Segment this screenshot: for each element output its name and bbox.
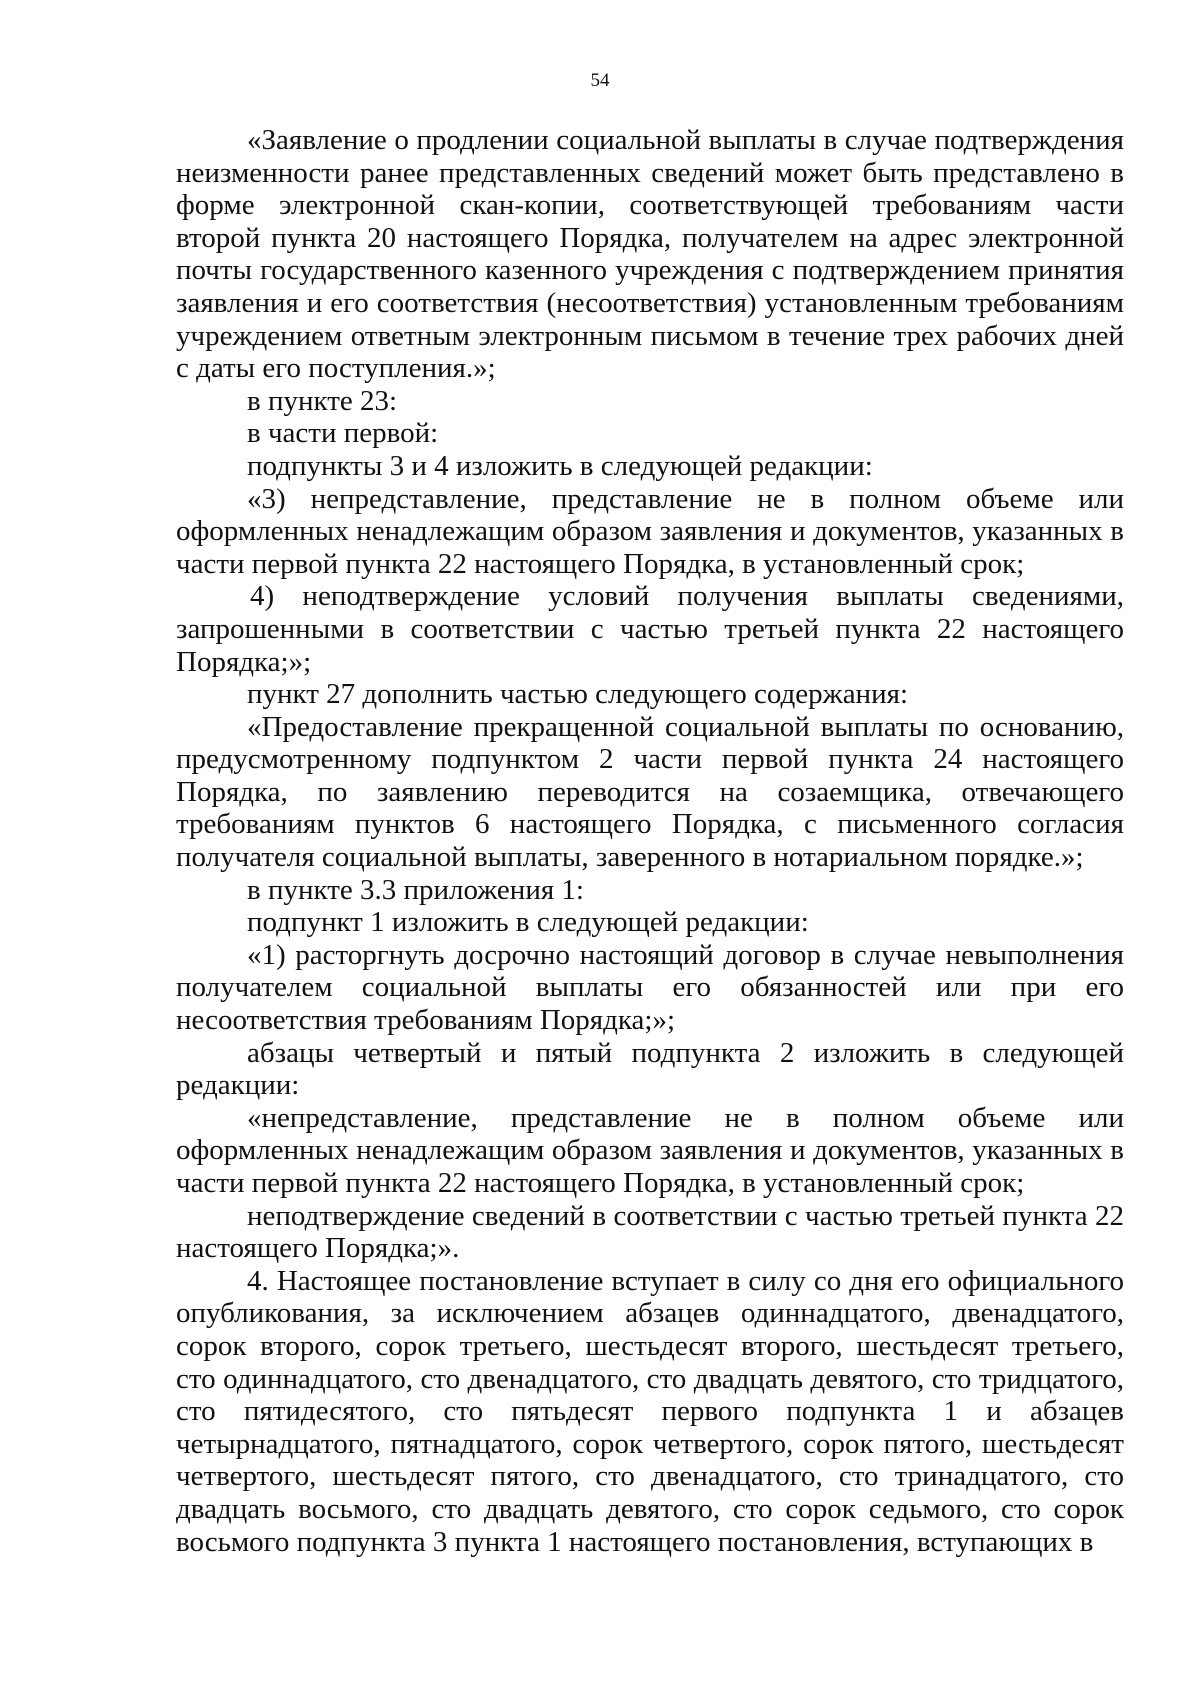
paragraph-non-confirmation: неподтверждение сведений в соответствии с частью третьей пункта 22 настоящего Порядка;». (176, 1199, 1124, 1265)
paragraph-subpoints-3-4: подпункты 3 и 4 изложить в следующей редакции: (247, 449, 873, 482)
page-number: 54 (590, 70, 610, 91)
paragraph-point-27: пункт 27 дополнить частью следующего содержания: (247, 678, 908, 711)
paragraph-part-one: в части первой: (247, 417, 439, 450)
paragraph-subpoint-3: «3) непредставление, представление не в полном объеме или оформленных ненадлежащим образом заявления и документов, указанных в части первой пункта 22 настоящего Порядка, в установленный срок; (176, 482, 1124, 580)
paragraph-terminate-contract: «1) расторгнуть досрочно настоящий договор в случае невыполнения получателем социальной выплаты его обязанностей или при его несоответствия требованиям Порядка;»; (176, 938, 1124, 1037)
paragraph-application-extension: «Заявление о продлении социальной выплаты в случае подтверждения неизменности ранее представленных сведений может быть представлено в форме электронной скан-копии, соответствующей требованиям части второй пункта 20 настоящего Порядка, получателем на адрес электронной почты государственного казенного учреждения с подтверждением принятия заявления и его соответствия (несоответствия) установленным требованиям учреждением ответным электронным письмом в течение трех рабочих дней с даты его поступления.»; (176, 124, 1124, 385)
paragraph-subpoint-1: подпункт 1 изложить в следующей редакции: (247, 906, 809, 939)
document-body (176, 124, 1124, 1558)
paragraph-point-4-effective-date: 4. Настоящее постановление вступает в силу со дня его официального опубликования, за исключением абзацев одиннадцатого, двенадцатого, сорок второго, сорок третьего, шестьдесят второго, шестьдесят третьего, сто одиннадцатого, сто двенадцатого, сто двадцать девятого, сто тридцатого, сто пятидесятого, сто пятьдесят первого подпункта 1 и абзацев четырнадцатого, пятнадцатого, сорок четвертого, сорок пятого, шестьдесят четвертого, шестьдесят пятого, сто двенадцатого, сто тринадцатого, сто двадцать восьмого, сто двадцать девятого, сто сорок седьмого, сто сорок восьмого подпункта 3 пункта 1 настоящего постановления, вступающих в (176, 1264, 1124, 1558)
paragraph-resumed-payment: «Предоставление прекращенной социальной выплаты по основанию, предусмотренному подпунктом 2 части первой пункта 24 настоящего Порядка, по заявлению переводится на созаемщика, отвечающего требованиям пунктов 6 настоящего Порядка, с письменного согласия получателя социальной выплаты, заверенного в нотариальном порядке.»; (176, 710, 1124, 874)
paragraph-non-submission: «непредставление, представление не в полном объеме или оформленных ненадлежащим образом заявления и документов, указанных в части первой пункта 22 настоящего Порядка, в установленный срок; (176, 1101, 1124, 1199)
paragraph-subpoint-4: 4) неподтверждение условий получения выплаты сведениями, запрошенными в соответствии с частью третьей пункта 22 настоящего Порядка;»; (176, 580, 1124, 678)
paragraph-point-3-3: в пункте 3.3 приложения 1: (247, 873, 584, 906)
paragraph-point-23: в пункте 23: (247, 384, 398, 417)
paragraph-subpoint-2-paragraphs: абзацы четвертый и пятый подпункта 2 изложить в следующей редакции: (176, 1036, 1124, 1102)
